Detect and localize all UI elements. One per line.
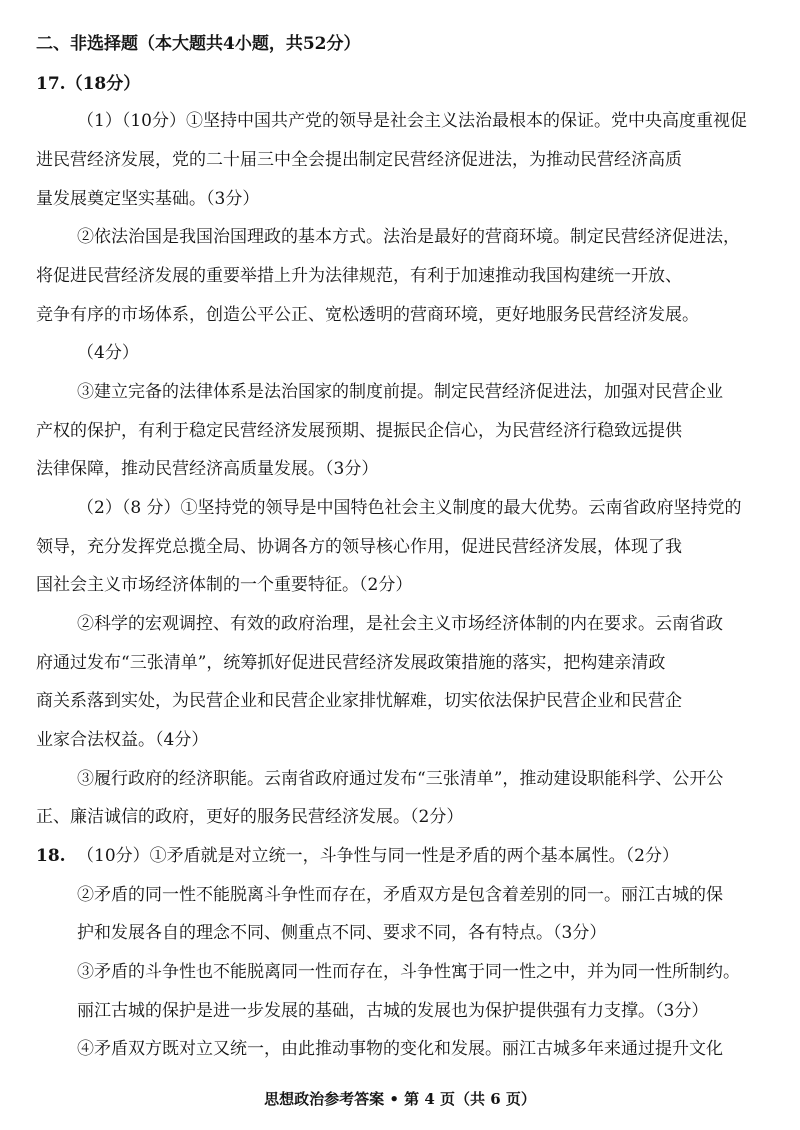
q17-p5-line-4: 业家合法权益。（4分） bbox=[36, 730, 209, 750]
q17-p5-line-1: ②科学的宏观调控、有效的政府治理，是社会主义市场经济体制的内在要求。云南省政 bbox=[77, 614, 723, 634]
section-title: 二、非选择题（本大题共4小题，共52分） bbox=[36, 34, 361, 54]
q18-p2-line-2: 护和发展各自的理念不同、侧重点不同、要求不同，各有特点。（3分） bbox=[77, 923, 607, 943]
q17-p1-line-3: 量发展奠定坚实基础。（3分） bbox=[36, 189, 260, 209]
q17-p3-line-1: ③建立完备的法律体系是法治国家的制度前提。制定民营经济促进法，加强对民营企业 bbox=[77, 382, 723, 402]
q17-p2-line-4: （4分） bbox=[77, 343, 139, 363]
q18-p3-line-1: ③矛盾的斗争性也不能脱离同一性而存在，斗争性寓于同一性之中，并为同一性所制约。 bbox=[77, 962, 740, 982]
q17-p4-line-3: 国社会主义市场经济体制的一个重要特征。（2分） bbox=[36, 575, 413, 595]
q18-p2-line-1: ②矛盾的同一性不能脱离斗争性而存在，矛盾双方是包含着差别的同一。丽江古城的保 bbox=[77, 885, 723, 905]
q18-p4-line-1: ④矛盾双方既对立又统一，由此推动事物的变化和发展。丽江古城多年来通过提升文化 bbox=[77, 1039, 723, 1059]
q17-p1-line-1: （1）（10分）①坚持中国共产党的领导是社会主义法治最根本的保证。党中央高度重视促 bbox=[77, 111, 747, 131]
q17-p1-line-2: 进民营经济发展，党的二十届三中全会提出制定民营经济促进法，为推动民营经济高质 bbox=[36, 150, 682, 170]
page-footer: 思想政治参考答案 • 第 4 页（共 6 页） bbox=[264, 1090, 536, 1108]
q17-p3-line-2: 产权的保护，有利于稳定民营经济发展预期、提振民企信心，为民营经济行稳致远提供 bbox=[36, 421, 682, 441]
q17-p5-line-3: 商关系落到实处，为民营企业和民营企业家排忧解难，切实依法保护民营企业和民营企 bbox=[36, 691, 682, 711]
q17-p6-line-1: ③履行政府的经济职能。云南省政府通过发布“三张清单”，推动建设职能科学、公开公 bbox=[77, 769, 724, 789]
q17-p5-line-2: 府通过发布“三张清单”，统筹抓好促进民营经济发展政策措施的落实，把构建亲清政 bbox=[36, 653, 666, 673]
q18-p3-line-2: 丽江古城的保护是进一步发展的基础，古城的发展也为保护提供强有力支撑。（3分） bbox=[77, 1001, 709, 1021]
q17-p2-line-1: ②依法治国是我国治国理政的基本方式。法治是最好的营商环境。制定民营经济促进法， bbox=[77, 227, 740, 247]
q17-p3-line-3: 法律保障，推动民营经济高质量发展。（3分） bbox=[36, 459, 379, 479]
q17-p4-line-1: （2）（8 分）①坚持党的领导是中国特色社会主义制度的最大优势。云南省政府坚持党的 bbox=[77, 498, 742, 518]
q17-p6-line-2: 正、廉洁诚信的政府，更好的服务民营经济发展。（2分） bbox=[36, 807, 464, 827]
q17-p2-line-3: 竞争有序的市场体系，创造公平公正、宽松透明的营商环境，更好地服务民营经济发展。 bbox=[36, 305, 699, 325]
q17-p2-line-2: 将促进民营经济发展的重要举措上升为法律规范，有利于加速推动我国构建统一开放、 bbox=[36, 266, 682, 286]
q18-header: 18. bbox=[36, 846, 66, 866]
q18-first-line: （10分）①矛盾就是对立统一，斗争性与同一性是矛盾的两个基本属性。（2分） bbox=[77, 846, 679, 866]
q17-p4-line-2: 领导，充分发挥党总揽全局、协调各方的领导核心作用，促进民营经济发展，体现了我 bbox=[36, 537, 682, 557]
q17-header: 17.（18分） bbox=[36, 74, 141, 94]
